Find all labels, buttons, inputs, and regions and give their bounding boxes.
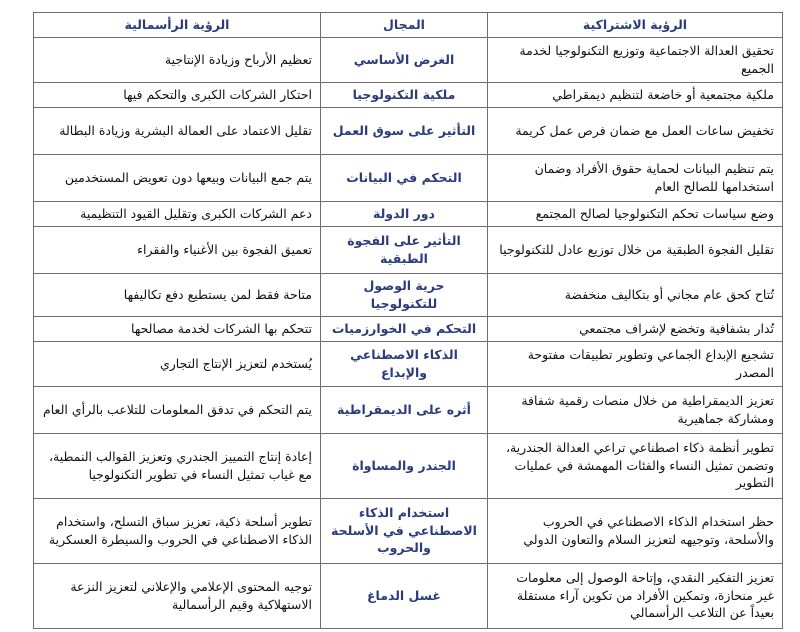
capitalist-cell: تقليل الاعتماد على العمالة البشرية وزيادة البطالة — [34, 108, 321, 155]
capitalist-cell: احتكار الشركات الكبرى والتحكم فيها — [34, 83, 321, 108]
field-cell: التحكم في البيانات — [321, 155, 488, 202]
field-cell: أثره على الديمقراطية — [321, 386, 488, 433]
comparison-table — [33, 12, 783, 629]
field-cell: الجندر والمساواة — [321, 433, 488, 498]
socialist-cell: تعزيز التفكير النقدي، وإتاحة الوصول إلى معلومات غير منحازة، وتمكين الأفراد من تكوين آراء مستقلة بعيداً عن التلاعب الرأسمالي — [488, 563, 783, 628]
field-cell: التأثير على سوق العمل — [321, 108, 488, 155]
capitalist-cell: يتم التحكم في تدفق المعلومات للتلاعب بالرأي العام — [34, 386, 321, 433]
field-cell: دور الدولة — [321, 202, 488, 227]
table-row — [34, 498, 783, 563]
header-row — [34, 13, 783, 38]
comparison-table-container — [33, 12, 782, 629]
capitalist-cell: دعم الشركات الكبرى وتقليل القيود التنظيمية — [34, 202, 321, 227]
table-row — [34, 83, 783, 108]
socialist-cell: حظر استخدام الذكاء الاصطناعي في الحروب والأسلحة، وتوجيهه لتعزيز السلام والتعاون الدولي — [488, 498, 783, 563]
table-row — [34, 341, 783, 386]
table-row — [34, 227, 783, 274]
field-cell: الذكاء الاصطناعي والإبداع — [321, 341, 488, 386]
socialist-cell: تشجيع الإبداع الجماعي وتطوير تطبيقات مفتوحة المصدر — [488, 341, 783, 386]
header-field: المجال — [321, 13, 488, 38]
socialist-cell: تُتاح كحق عام مجاني أو بتكاليف منخفضة — [488, 274, 783, 317]
table-row — [34, 563, 783, 628]
capitalist-cell: تطوير أسلحة ذكية، تعزيز سباق التسلح، واستخدام الذكاء الاصطناعي في الحروب والسيطرة العسكرية — [34, 498, 321, 563]
table-row — [34, 386, 783, 433]
field-cell: التحكم في الخوارزميات — [321, 316, 488, 341]
socialist-cell: يتم تنظيم البيانات لحماية حقوق الأفراد وضمان استخدامها للصالح العام — [488, 155, 783, 202]
socialist-cell: تخفيض ساعات العمل مع ضمان فرص عمل كريمة — [488, 108, 783, 155]
header-socialist-vision: الرؤية الاشتراكية — [488, 13, 783, 38]
field-cell: غسل الدماغ — [321, 563, 488, 628]
capitalist-cell: يُستخدم لتعزيز الإنتاج التجاري — [34, 341, 321, 386]
socialist-cell: ملكية مجتمعية أو خاضعة لتنظيم ديمقراطي — [488, 83, 783, 108]
header-capitalist-vision: الرؤية الرأسمالية — [34, 13, 321, 38]
field-cell: الغرض الأساسي — [321, 38, 488, 83]
table-row — [34, 316, 783, 341]
socialist-cell: تُدار بشفافية وتخضع لإشراف مجتمعي — [488, 316, 783, 341]
capitalist-cell: تتحكم بها الشركات لخدمة مصالحها — [34, 316, 321, 341]
socialist-cell: تحقيق العدالة الاجتماعية وتوزيع التكنولوجيا لخدمة الجميع — [488, 38, 783, 83]
field-cell: التأثير على الفجوة الطبقية — [321, 227, 488, 274]
table-row — [34, 274, 783, 317]
field-cell: استخدام الذكاء الاصطناعي في الأسلحة والحروب — [321, 498, 488, 563]
table-row — [34, 155, 783, 202]
field-cell: ملكية التكنولوجيا — [321, 83, 488, 108]
socialist-cell: تعزيز الديمقراطية من خلال منصات رقمية شفافة ومشاركة جماهيرية — [488, 386, 783, 433]
socialist-cell: تقليل الفجوة الطبقية من خلال توزيع عادل للتكنولوجيا — [488, 227, 783, 274]
table-row — [34, 38, 783, 83]
capitalist-cell: يتم جمع البيانات وبيعها دون تعويض المستخدمين — [34, 155, 321, 202]
capitalist-cell: إعادة إنتاج التمييز الجندري وتعزيز القوالب النمطية، مع غياب تمثيل النساء في تطوير التكنولوجيا — [34, 433, 321, 498]
table-row — [34, 108, 783, 155]
socialist-cell: وضع سياسات تحكم التكنولوجيا لصالح المجتمع — [488, 202, 783, 227]
table-row — [34, 202, 783, 227]
field-cell: حرية الوصول للتكنولوجيا — [321, 274, 488, 317]
capitalist-cell: تعميق الفجوة بين الأغنياء والفقراء — [34, 227, 321, 274]
capitalist-cell: توجيه المحتوى الإعلامي والإعلاني لتعزيز النزعة الاستهلاكية وقيم الرأسمالية — [34, 563, 321, 628]
capitalist-cell: تعظيم الأرباح وزيادة الإنتاجية — [34, 38, 321, 83]
socialist-cell: تطوير أنظمة ذكاء اصطناعي تراعي العدالة الجندرية، وتضمن تمثيل النساء والفئات المهمشة في عمليات التطوير — [488, 433, 783, 498]
table-row — [34, 433, 783, 498]
capitalist-cell: متاحة فقط لمن يستطيع دفع تكاليفها — [34, 274, 321, 317]
